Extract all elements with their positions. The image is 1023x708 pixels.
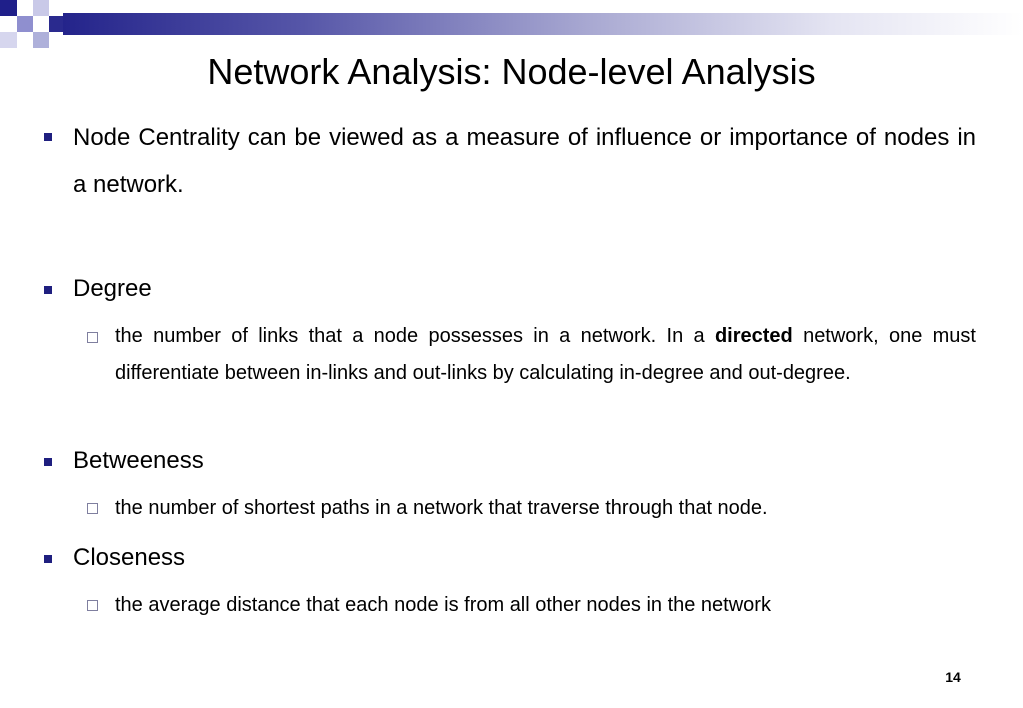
bullet-text-closeness: Closeness [73,544,186,571]
bullet-text-centrality: Node Centrality can be viewed as a measure of influence or importance of nodes in a network. [73,124,976,198]
sub-text-bold: directed [714,325,793,347]
sub-bullet-box-icon [87,503,98,514]
sub-text-after: network, one must differentiate between in-links and out-links by calculating in-degree and out-degree. [115,325,976,384]
decor-square [0,32,17,48]
sub-text-before: the number of links that a node possesses in a network. In a [115,325,715,347]
decor-square [33,32,49,48]
page-number: 14 [945,669,961,685]
decor-square [33,0,49,16]
decor-square [0,0,17,16]
bullet-square-icon [44,458,52,466]
decor-square [49,16,63,32]
bullet-square-icon [44,286,52,294]
sub-bullet-box-icon [87,600,98,611]
sub-bullet-text-degree [115,318,976,392]
bullet-text-betweeness: Betweeness [73,447,204,474]
bullet-square-icon [44,133,52,141]
bullet-square-icon [44,555,52,563]
sub-bullet-text-closeness: the average distance that each node is from all other nodes in the network [115,594,771,616]
sub-bullet-box-icon [87,332,98,343]
sub-bullet-text-betweeness: the number of shortest paths in a network that traverse through that node. [115,497,768,519]
bullet-text-degree: Degree [73,275,152,302]
header-gradient-bar [63,13,1023,35]
slide-title: Network Analysis: Node-level Analysis [207,51,816,92]
decor-square [17,16,33,32]
